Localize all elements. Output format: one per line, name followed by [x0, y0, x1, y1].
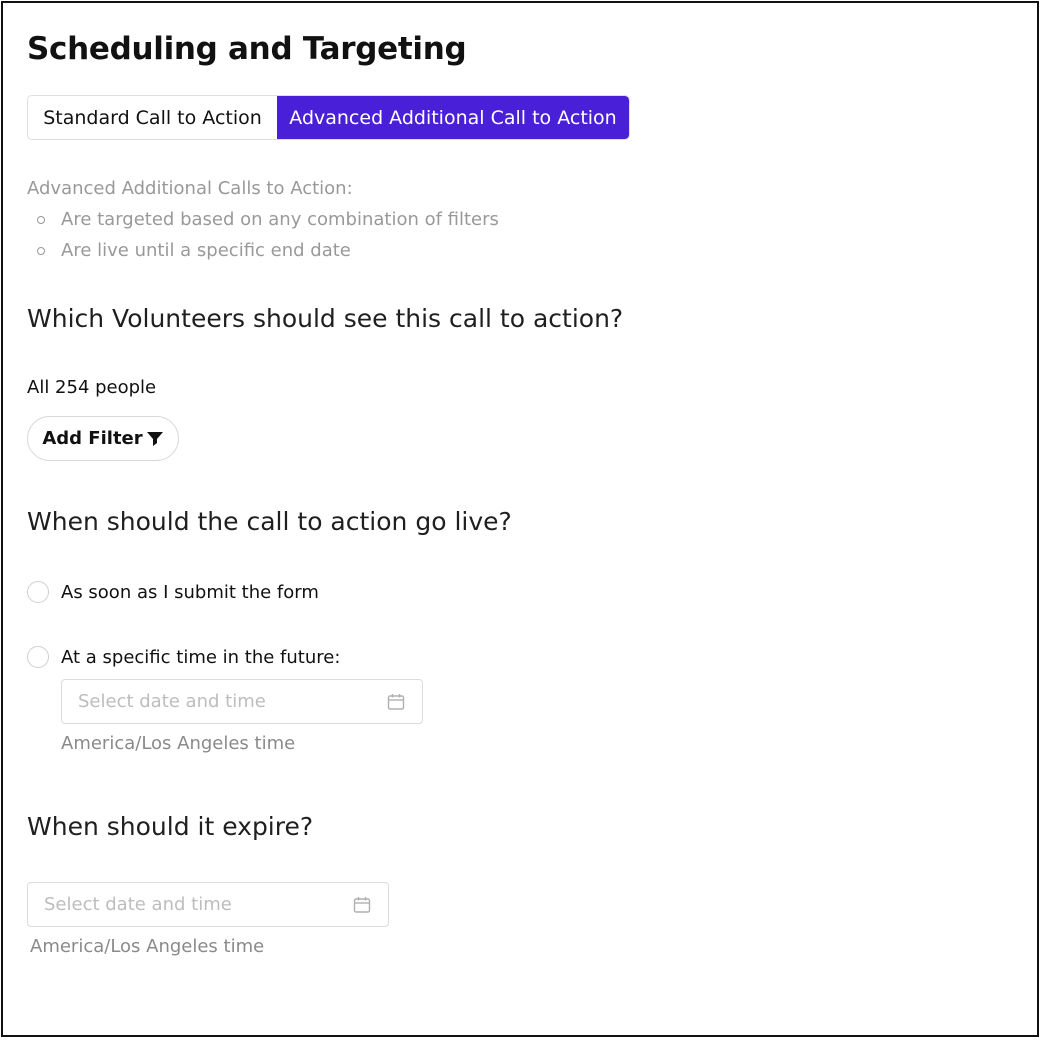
expire-date-field[interactable] [27, 882, 389, 927]
go-live-heading: When should the call to action go live? [27, 507, 512, 536]
add-filter-button[interactable] [27, 416, 179, 461]
expire-timezone: America/Los Angeles time [30, 936, 265, 957]
radio-label: As soon as I submit the form [61, 581, 319, 603]
expire-date-input[interactable] [44, 894, 352, 915]
list-item: Are targeted based on any combination of filters [27, 206, 499, 237]
description-intro: Advanced Additional Calls to Action: [27, 178, 353, 199]
radio-button[interactable] [27, 581, 49, 603]
filter-icon [146, 430, 164, 448]
radio-button[interactable] [27, 646, 49, 668]
bullet-circle-icon [37, 216, 45, 224]
radio-label: At a specific time in the future: [61, 646, 341, 668]
go-live-option-immediately[interactable] [27, 581, 319, 603]
go-live-date-field[interactable] [61, 679, 423, 724]
targeting-heading: Which Volunteers should see this call to action? [27, 304, 624, 333]
page-title: Scheduling and Targeting [27, 31, 467, 67]
list-item: Are live until a specific end date [27, 237, 499, 268]
tab-standard-call-to-action[interactable]: Standard Call to Action [28, 96, 277, 139]
calendar-icon[interactable] [386, 692, 406, 712]
expire-heading: When should it expire? [27, 812, 314, 841]
description-bullets [27, 206, 499, 268]
go-live-timezone: America/Los Angeles time [61, 733, 296, 754]
go-live-date-input[interactable] [78, 691, 386, 712]
audience-count: All 254 people [27, 377, 157, 398]
tab-advanced-additional-call-to-action[interactable]: Advanced Additional Call to Action [277, 96, 629, 139]
cta-type-toggle [27, 95, 630, 140]
go-live-option-specific-time[interactable] [27, 646, 340, 668]
calendar-icon[interactable] [352, 895, 372, 915]
bullet-circle-icon [37, 247, 45, 255]
add-filter-label: Add Filter [42, 428, 143, 449]
